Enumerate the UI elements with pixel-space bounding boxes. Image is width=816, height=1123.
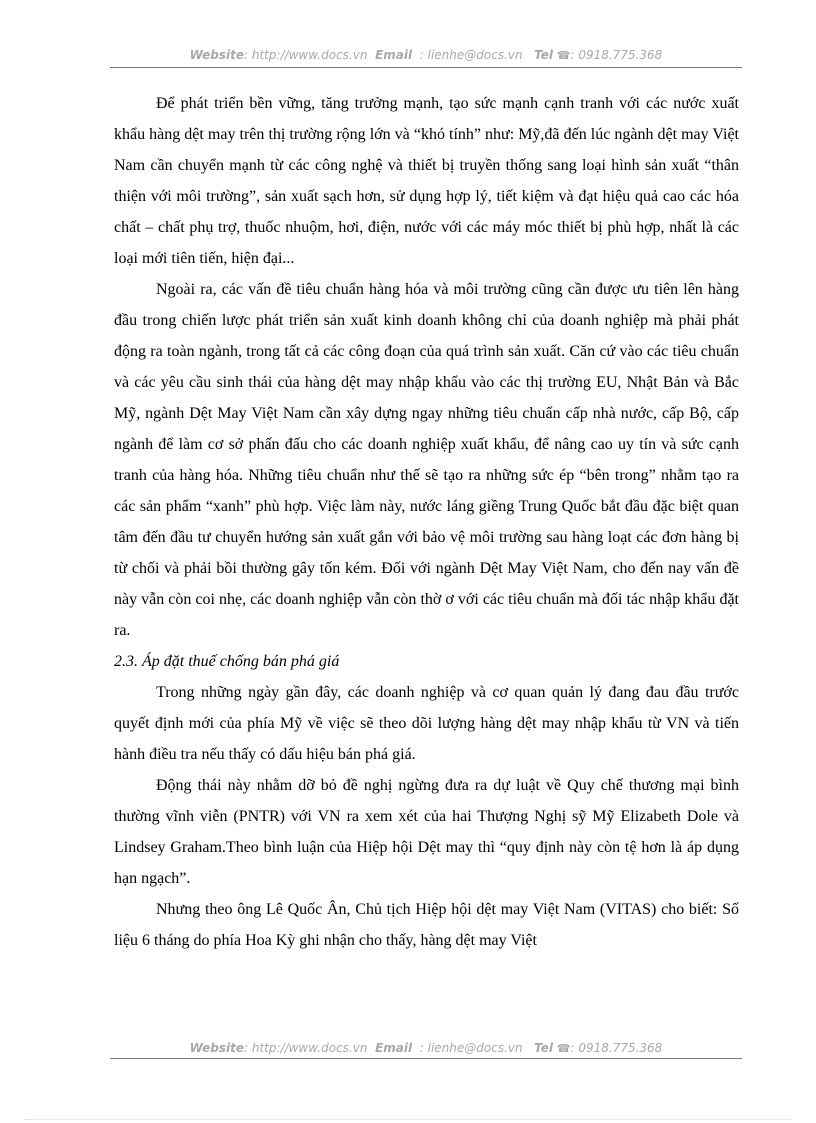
paragraph-4: Động thái này nhằm dỡ bỏ đề nghị ngừng đưa ra dự luật về Quy chế thương mại bình thường vĩnh viễn (PNTR) với VN ra xem xét của hai Thượng Nghị sỹ Mỹ Elizabeth Dole và Lindsey Graham.Theo bình luận của Hiệp hội Dệt may thì “quy định này còn tệ hơn là áp dụng hạn ngạch”. <box>114 777 739 887</box>
document-body <box>114 88 739 956</box>
header-email-value: : lienhe@docs.vn <box>419 48 523 62</box>
page-header <box>110 48 742 62</box>
paragraph-5: Nhưng theo ông Lê Quốc Ân, Chủ tịch Hiệp hội dệt may Việt Nam (VITAS) cho biết: Số liệu 6 tháng do phía Hoa Kỳ ghi nhận cho thấy, hàng dệt may Việt <box>114 901 739 949</box>
page-footer <box>110 1041 742 1055</box>
header-tel-label: Tel <box>534 48 553 62</box>
page-edge-divider <box>24 1119 792 1120</box>
footer-tel-value: : 0918.775.368 <box>570 1041 663 1055</box>
header-website-value: : http://www.docs.vn <box>244 48 368 62</box>
footer-email-value: : lienhe@docs.vn <box>419 1041 523 1055</box>
header-email-label: Email <box>375 48 413 62</box>
phone-icon: ☎ <box>556 49 571 62</box>
header-rule <box>110 67 742 68</box>
footer-rule <box>110 1058 742 1059</box>
footer-tel-label: Tel <box>534 1041 553 1055</box>
paragraph-1: Để phát triển bền vững, tăng trưởng mạnh, tạo sức mạnh cạnh tranh với các nước xuất khẩu hàng dệt may trên thị trường rộng lớn và “khó tính” như: Mỹ,đã đến lúc ngành dệt may Việt Nam cần chuyển mạnh từ các công nghệ và thiết bị truyền thống sang loại hình sản xuất “thân thiện với môi trường”, sản xuất sạch hơn, sử dụng hợp lý, tiết kiệm và đạt hiệu quả cao các hóa chất – chất phụ trợ, thuốc nhuộm, hơi, điện, nước với các máy móc thiết bị phù hợp, nhất là các loại mới tiên tiến, hiện đại... <box>114 95 739 267</box>
paragraph-3: Trong những ngày gần đây, các doanh nghiệp và cơ quan quản lý đang đau đầu trước quyết định mới của phía Mỹ về việc sẽ theo dõi lượng hàng dệt may nhập khẩu từ VN và tiến hành điều tra nếu thấy có dấu hiệu bán phá giá. <box>114 684 739 763</box>
footer-website-value: : http://www.docs.vn <box>244 1041 368 1055</box>
phone-icon: ☎ <box>556 1042 571 1055</box>
footer-website-label: Website <box>189 1041 244 1055</box>
paragraph-2: Ngoài ra, các vấn đề tiêu chuẩn hàng hóa và môi trường cũng cần được ưu tiên lên hàng đầu trong chiến lược phát triển sản xuất kinh doanh không chỉ của doanh nghiệp mà phải phát động ra toàn ngành, trong tất cả các công đoạn của quá trình sản xuất. Căn cứ vào các tiêu chuẩn và các yêu cầu sinh thái của hàng dệt may nhập khẩu vào các thị trường EU, Nhật Bản và Bắc Mỹ, ngành Dệt May Việt Nam cần xây dựng ngay những tiêu chuẩn cấp nhà nước, cấp Bộ, cấp ngành để làm cơ sở phấn đấu cho các doanh nghiệp xuất khẩu, để nâng cao uy tín và sức cạnh tranh của hàng hóa. Những tiêu chuẩn như thế sẽ tạo ra những sức ép “bên trong” nhằm tạo ra các sản phẩm “xanh” phù hợp. Việc làm này, nước láng giềng Trung Quốc bắt đầu đặc biệt quan tâm đến đầu tư chuyển hướng sản xuất gắn với bảo vệ môi trường sau hàng loạt các đơn hàng bị từ chối và phải bồi thường gây tốn kém. Đối với ngành Dệt May Việt Nam, cho đến nay vấn đề này vẫn còn coi nhẹ, các doanh nghiệp vẫn còn thờ ơ với các tiêu chuẩn mà đối tác nhập khẩu đặt ra. <box>114 281 739 639</box>
section-heading: 2.3. Áp đặt thuế chống bán phá giá <box>114 653 340 670</box>
footer-email-label: Email <box>375 1041 413 1055</box>
header-tel-value: : 0918.775.368 <box>570 48 663 62</box>
header-website-label: Website <box>189 48 244 62</box>
